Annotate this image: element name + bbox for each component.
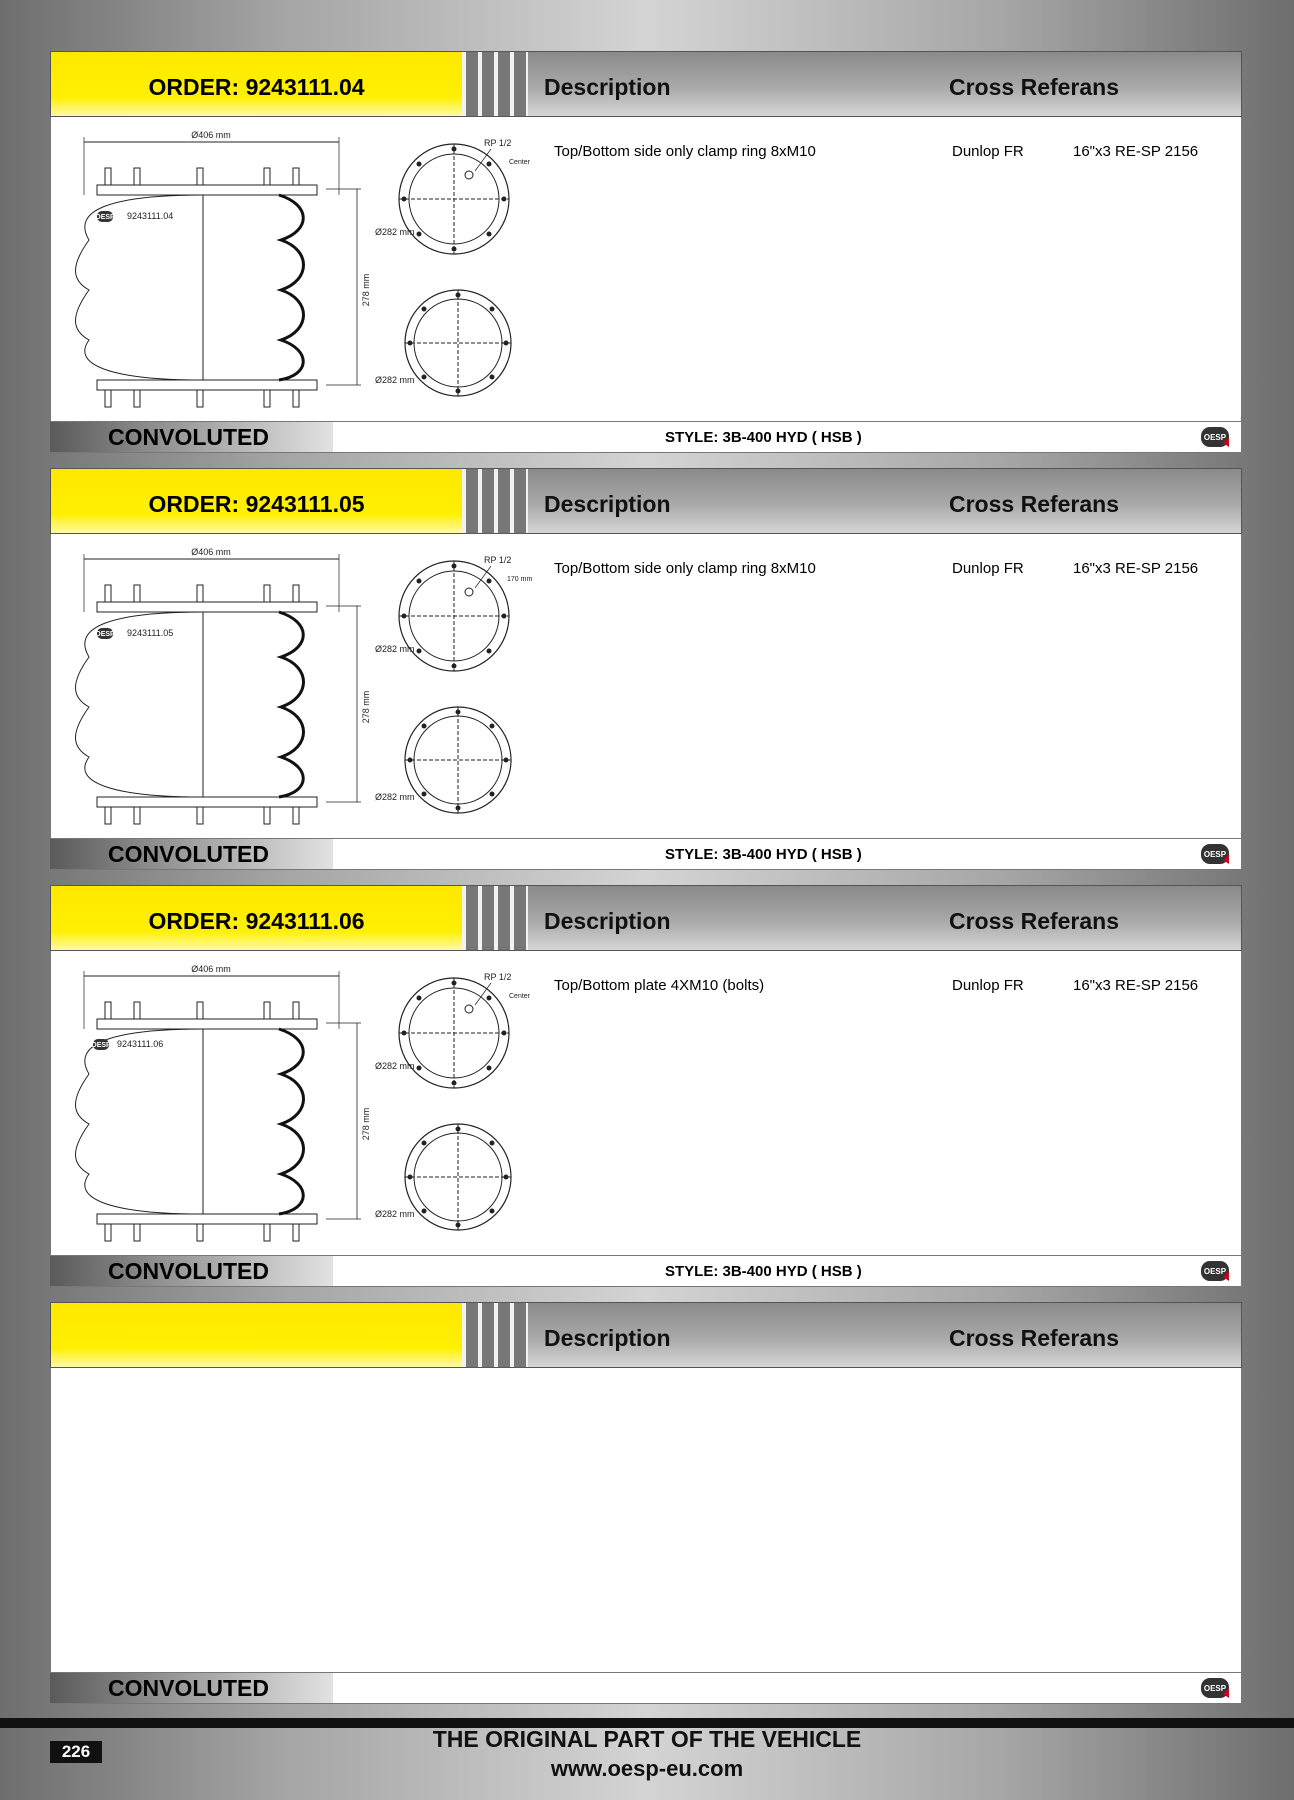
part-label: 9243111.05 bbox=[127, 628, 174, 638]
cross-brand: Dunlop FR bbox=[952, 560, 1024, 577]
panel-header bbox=[50, 51, 1242, 117]
bottom-plate-diameter: Ø282 mm bbox=[375, 375, 415, 385]
part-label: 9243111.04 bbox=[127, 211, 174, 221]
diameter-label: Ø406 mm bbox=[191, 130, 231, 140]
panel-header bbox=[50, 885, 1242, 951]
technical-drawing bbox=[61, 125, 561, 415]
header-stripes bbox=[462, 886, 528, 950]
port-position: Center bbox=[509, 159, 531, 166]
bottom-plate-diameter: Ø282 mm bbox=[375, 792, 415, 802]
panel-body bbox=[50, 534, 1242, 838]
page-number: 226 bbox=[50, 1741, 102, 1763]
description-text: Top/Bottom side only clamp ring 8xM10 bbox=[554, 143, 816, 160]
panel-footer bbox=[50, 1255, 1242, 1287]
cross-reference: 16"x3 RE-SP 2156 bbox=[1073, 977, 1199, 994]
cross-reference-header: Cross Referans bbox=[949, 491, 1120, 517]
port-position: 170 mm bbox=[507, 576, 533, 583]
svg-text:OESP: OESP bbox=[1203, 1267, 1227, 1276]
cross-brand: Dunlop FR bbox=[952, 977, 1024, 994]
oesp-logo-icon bbox=[1201, 427, 1229, 447]
diameter-label: Ø406 mm bbox=[191, 964, 231, 974]
oesp-logo-icon bbox=[1201, 1261, 1229, 1281]
top-plate-diameter: Ø282 mm bbox=[375, 644, 415, 654]
technical-drawing bbox=[61, 959, 561, 1249]
cross-reference: 16"x3 RE-SP 2156 bbox=[1073, 560, 1199, 577]
panel-footer bbox=[50, 838, 1242, 870]
oesp-logo-icon bbox=[1201, 844, 1229, 864]
height-label: 278 mm bbox=[361, 690, 371, 724]
type-box bbox=[50, 839, 333, 869]
order-number: ORDER: 9243111.05 bbox=[148, 491, 365, 517]
port-label: RP 1/2 bbox=[484, 555, 512, 565]
svg-text:OESP: OESP bbox=[1203, 1684, 1227, 1693]
header-stripes bbox=[462, 52, 528, 116]
product-panel-4 bbox=[50, 1302, 1242, 1704]
style-label: STYLE: 3B-400 HYD ( HSB ) bbox=[665, 1263, 862, 1280]
type-box bbox=[50, 1673, 333, 1703]
product-panel-2 bbox=[50, 468, 1242, 870]
cross-reference-header: Cross Referans bbox=[949, 908, 1120, 934]
footer-website-link[interactable]: www.oesp-eu.com bbox=[550, 1756, 744, 1781]
panel-footer bbox=[50, 1672, 1242, 1704]
type-label: CONVOLUTED bbox=[108, 841, 269, 867]
cross-brand: Dunlop FR bbox=[952, 143, 1024, 160]
panel-body bbox=[50, 951, 1242, 1255]
height-label: 278 mm bbox=[361, 1107, 371, 1141]
panel-body bbox=[50, 1368, 1242, 1672]
part-label: 9243111.06 bbox=[117, 1039, 164, 1049]
description-header: Description bbox=[544, 491, 671, 517]
technical-drawing bbox=[61, 542, 561, 832]
type-box bbox=[50, 422, 333, 452]
description-header: Description bbox=[544, 908, 671, 934]
cross-reference-header: Cross Referans bbox=[949, 1325, 1120, 1351]
panel-header bbox=[50, 468, 1242, 534]
port-position: Center bbox=[509, 993, 531, 1000]
oesp-logo-icon bbox=[1201, 1678, 1229, 1698]
description-text: Top/Bottom plate 4XM10 (bolts) bbox=[554, 977, 765, 994]
panel-body bbox=[50, 117, 1242, 421]
header-stripes bbox=[462, 1303, 528, 1367]
order-number: ORDER: 9243111.04 bbox=[148, 74, 365, 100]
top-plate-diameter: Ø282 mm bbox=[375, 227, 415, 237]
description-header: Description bbox=[544, 1325, 671, 1351]
svg-text:OESP: OESP bbox=[95, 631, 115, 638]
type-label: CONVOLUTED bbox=[108, 1258, 269, 1284]
diameter-label: Ø406 mm bbox=[191, 547, 231, 557]
svg-text:OESP: OESP bbox=[95, 214, 115, 221]
type-box bbox=[50, 1256, 333, 1286]
description-header: Description bbox=[544, 74, 671, 100]
port-label: RP 1/2 bbox=[484, 138, 512, 148]
type-label: CONVOLUTED bbox=[108, 424, 269, 450]
product-panel-3 bbox=[50, 885, 1242, 1287]
bottom-plate-diameter: Ø282 mm bbox=[375, 1209, 415, 1219]
style-label: STYLE: 3B-400 HYD ( HSB ) bbox=[665, 846, 862, 863]
cross-reference: 16"x3 RE-SP 2156 bbox=[1073, 143, 1199, 160]
top-plate-diameter: Ø282 mm bbox=[375, 1061, 415, 1071]
order-number: ORDER: 9243111.06 bbox=[148, 908, 365, 934]
svg-text:OESP: OESP bbox=[1203, 433, 1227, 442]
footer-tagline: THE ORIGINAL PART OF THE VEHICLE bbox=[432, 1726, 862, 1752]
order-box bbox=[51, 52, 462, 116]
description-text: Top/Bottom side only clamp ring 8xM10 bbox=[554, 560, 816, 577]
product-panel-1 bbox=[50, 51, 1242, 453]
height-label: 278 mm bbox=[361, 273, 371, 307]
panel-header bbox=[50, 1302, 1242, 1368]
type-label: CONVOLUTED bbox=[108, 1675, 269, 1701]
panel-footer bbox=[50, 421, 1242, 453]
header-stripes bbox=[462, 469, 528, 533]
order-box bbox=[51, 886, 462, 950]
svg-text:OESP: OESP bbox=[91, 1042, 111, 1049]
style-label: STYLE: 3B-400 HYD ( HSB ) bbox=[665, 429, 862, 446]
order-box bbox=[51, 1303, 462, 1367]
svg-text:OESP: OESP bbox=[1203, 850, 1227, 859]
port-label: RP 1/2 bbox=[484, 972, 512, 982]
order-box bbox=[51, 469, 462, 533]
cross-reference-header: Cross Referans bbox=[949, 74, 1120, 100]
